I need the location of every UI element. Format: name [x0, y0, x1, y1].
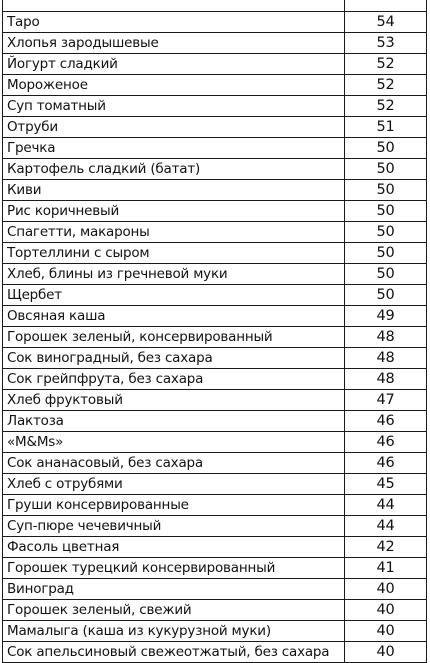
food-name-cell: Суп томатный [3, 96, 345, 117]
food-name-cell: Гречка [3, 138, 345, 159]
glycemic-index-cell: 40 [345, 621, 427, 642]
glycemic-index-cell: 51 [345, 117, 427, 138]
table-row [3, 327, 427, 348]
table-row [3, 537, 427, 558]
table-row [3, 369, 427, 390]
glycemic-index-table-body [3, 0, 427, 663]
glycemic-index-cell: 42 [345, 537, 427, 558]
food-name-cell: Сок ананасовый, без сахара [3, 453, 345, 474]
table-row [3, 348, 427, 369]
food-name-cell: Тортеллини с сыром [3, 243, 345, 264]
glycemic-index-cell: 46 [345, 411, 427, 432]
glycemic-index-cell: 46 [345, 453, 427, 474]
table-row [3, 0, 427, 12]
table-row [3, 75, 427, 96]
food-name-cell: Фасоль цветная [3, 537, 345, 558]
food-name-cell: Хлеб, блины из гречневой муки [3, 264, 345, 285]
food-name-cell: Хлеб с отрубями [3, 474, 345, 495]
table-row [3, 621, 427, 642]
glycemic-index-cell: 50 [345, 138, 427, 159]
food-name-cell: Таро [3, 12, 345, 33]
table-row [3, 495, 427, 516]
glycemic-index-cell: 41 [345, 558, 427, 579]
food-name-cell: Сок грейпфрута, без сахара [3, 369, 345, 390]
glycemic-index-cell: 45 [345, 474, 427, 495]
table-row [3, 516, 427, 537]
food-name-cell: Горошек зеленый, консервированный [3, 327, 345, 348]
table-row [3, 285, 427, 306]
food-name-cell: Хлеб фруктовый [3, 390, 345, 411]
table-row [3, 222, 427, 243]
glycemic-index-cell: 50 [345, 180, 427, 201]
table-row [3, 117, 427, 138]
glycemic-index-cell: 50 [345, 222, 427, 243]
glycemic-index-table [2, 0, 427, 663]
glycemic-index-cell: 54 [345, 12, 427, 33]
glycemic-index-cell: 50 [345, 264, 427, 285]
food-name-cell: Отруби [3, 117, 345, 138]
food-name-cell: Сок апельсиновый свежеотжатый, без сахара [3, 642, 345, 663]
food-name-cell: Йогурт сладкий [3, 54, 345, 75]
food-name-cell: Горошек зеленый, свежий [3, 600, 345, 621]
food-name-cell: Груши консервированные [3, 495, 345, 516]
food-name-cell: Рис коричневый [3, 201, 345, 222]
glycemic-index-cell: 46 [345, 432, 427, 453]
table-row [3, 453, 427, 474]
food-name-cell: Картофель сладкий (батат) [3, 159, 345, 180]
table-row [3, 138, 427, 159]
glycemic-index-cell: 53 [345, 33, 427, 54]
table-row [3, 474, 427, 495]
table-row [3, 96, 427, 117]
glycemic-index-cell: 48 [345, 327, 427, 348]
glycemic-index-cell: 44 [345, 495, 427, 516]
glycemic-index-cell: 52 [345, 96, 427, 117]
glycemic-index-cell: 48 [345, 348, 427, 369]
table-row [3, 54, 427, 75]
table-row [3, 600, 427, 621]
glycemic-index-cell: 40 [345, 642, 427, 663]
food-name-cell: Киви [3, 180, 345, 201]
table-row [3, 411, 427, 432]
table-row [3, 579, 427, 600]
table-row [3, 201, 427, 222]
table-row [3, 243, 427, 264]
glycemic-index-cell: 48 [345, 369, 427, 390]
glycemic-index-cell: 44 [345, 516, 427, 537]
glycemic-index-cell: 40 [345, 579, 427, 600]
food-name-cell: Лактоза [3, 411, 345, 432]
table-row [3, 306, 427, 327]
food-name-cell: Овсяная каша [3, 306, 345, 327]
glycemic-index-cell: 50 [345, 159, 427, 180]
table-row [3, 432, 427, 453]
table-row [3, 12, 427, 33]
food-name-cell: Мамалыга (каша из кукурузной муки) [3, 621, 345, 642]
food-name-cell: Щербет [3, 285, 345, 306]
glycemic-index-cell: 47 [345, 390, 427, 411]
glycemic-index-cell [345, 0, 427, 12]
food-name-cell: «M&Ms» [3, 432, 345, 453]
table-row [3, 264, 427, 285]
glycemic-index-cell: 50 [345, 243, 427, 264]
table-row [3, 159, 427, 180]
table-row [3, 390, 427, 411]
table-row [3, 33, 427, 54]
food-name-cell [3, 0, 345, 12]
glycemic-index-cell: 49 [345, 306, 427, 327]
table-row [3, 180, 427, 201]
table-row [3, 558, 427, 579]
food-name-cell: Спагетти, макароны [3, 222, 345, 243]
glycemic-index-cell: 50 [345, 201, 427, 222]
glycemic-index-cell: 52 [345, 54, 427, 75]
food-name-cell: Мороженое [3, 75, 345, 96]
glycemic-index-cell: 50 [345, 285, 427, 306]
table-row [3, 642, 427, 663]
food-name-cell: Хлопья зародышевые [3, 33, 345, 54]
glycemic-index-cell: 52 [345, 75, 427, 96]
food-name-cell: Горошек турецкий консервированный [3, 558, 345, 579]
glycemic-index-cell: 40 [345, 600, 427, 621]
food-name-cell: Сок виноградный, без сахара [3, 348, 345, 369]
food-name-cell: Виноград [3, 579, 345, 600]
food-name-cell: Суп-пюре чечевичный [3, 516, 345, 537]
